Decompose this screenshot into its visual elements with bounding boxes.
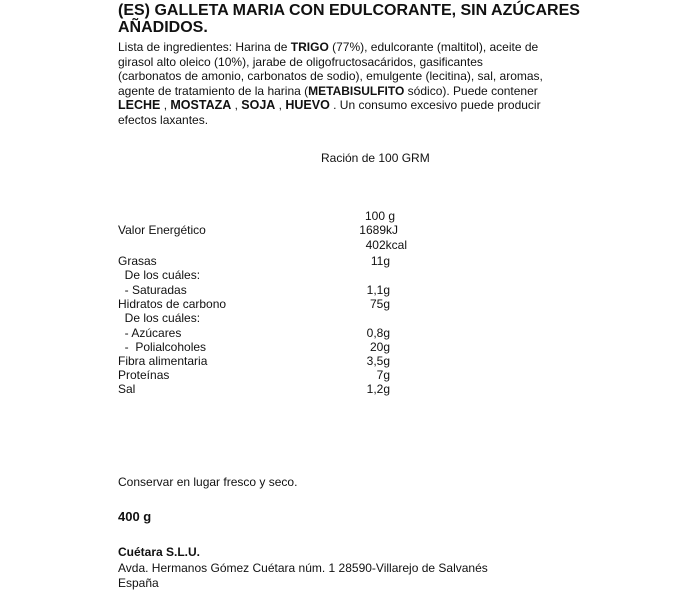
- ingredients-line-4: [118, 84, 578, 99]
- nutrient-label: - Saturadas: [118, 283, 187, 297]
- allergen-mostaza: MOSTAZA: [170, 98, 232, 112]
- separator: ,: [160, 98, 171, 112]
- manufacturer-address: Avda. Hermanos Gómez Cuétara núm. 1 28590-Villarejo de Salvanés: [118, 561, 488, 575]
- nutrient-value: 1689kJ: [359, 223, 398, 237]
- manufacturer-name: Cuétara S.L.U.: [118, 545, 201, 559]
- ingredients-text: . Un consumo excesivo puede producir: [329, 98, 541, 112]
- product-title-line2: AÑADIDOS.: [118, 19, 208, 36]
- ingredients-text: agente de tratamiento de la harina (: [118, 83, 309, 98]
- nutrient-value: 0,8g: [366, 326, 390, 340]
- ingredients-line-1: [118, 40, 578, 55]
- separator: ,: [231, 98, 242, 112]
- nutrient-value: 3,5g: [366, 354, 390, 368]
- ingredients-text: sódico). Puede contener: [404, 83, 538, 98]
- nutrient-label: Grasas: [118, 254, 157, 268]
- ingredients-list: [118, 40, 578, 127]
- nutrient-value: 20g: [369, 340, 390, 354]
- nutrient-label: De los cuáles:: [118, 268, 201, 282]
- allergen-leche: LECHE: [118, 98, 161, 112]
- nutrient-label: Sal: [118, 382, 136, 396]
- ingredients-line-5: [118, 98, 578, 113]
- manufacturer-country: España: [118, 576, 159, 590]
- nutrient-value: 1,2g: [366, 382, 390, 396]
- allergen-huevo: HUEVO: [285, 98, 330, 112]
- nutrient-label: Proteínas: [118, 368, 170, 382]
- ingredients-text: (77%), edulcorante (maltitol), aceite de: [328, 40, 539, 54]
- storage-instructions: Conservar en lugar fresco y seco.: [118, 475, 298, 489]
- nutrient-value: 402kcal: [365, 238, 407, 252]
- product-title: [118, 2, 588, 36]
- net-weight: 400 g: [118, 509, 152, 524]
- separator: ,: [275, 98, 286, 112]
- allergen-trigo: TRIGO: [290, 40, 329, 54]
- nutrient-label: - Polialcoholes: [118, 340, 207, 354]
- allergen-metabisulfito: METABISULFITO: [308, 83, 405, 98]
- allergen-soja: SOJA: [241, 98, 276, 112]
- nutrient-label: Valor Energético: [118, 223, 206, 237]
- nutrient-label: Fibra alimentaria: [118, 354, 208, 368]
- nutrient-label: Hidratos de carbono: [118, 297, 227, 311]
- product-title-line1: (ES) GALLETA MARIA CON EDULCORANTE, SIN AZÚCARES: [118, 2, 580, 19]
- ingredients-line-2: girasol alto oleico (10%), jarabe de oligofructosacáridos, gasificantes: [118, 54, 483, 69]
- nutrition-column-header: 100 g: [365, 209, 396, 223]
- nutrient-value: 75g: [369, 297, 390, 311]
- ingredients-line-3: (carbonatos de amonio, carbonatos de sodio), emulgente (lecitina), sal, aromas,: [118, 69, 543, 83]
- ingredients-text: Lista de ingredientes: Harina de: [118, 40, 291, 54]
- nutrient-value: 11g: [370, 254, 390, 268]
- nutrient-label: De los cuáles:: [118, 311, 201, 325]
- ingredients-line-6: efectos laxantes.: [118, 112, 209, 127]
- serving-size: Ración de 100 GRM: [321, 151, 430, 165]
- nutrient-value: 1,1g: [366, 283, 390, 297]
- nutrient-value: 7g: [376, 368, 390, 382]
- nutrient-label: - Azúcares: [118, 326, 182, 340]
